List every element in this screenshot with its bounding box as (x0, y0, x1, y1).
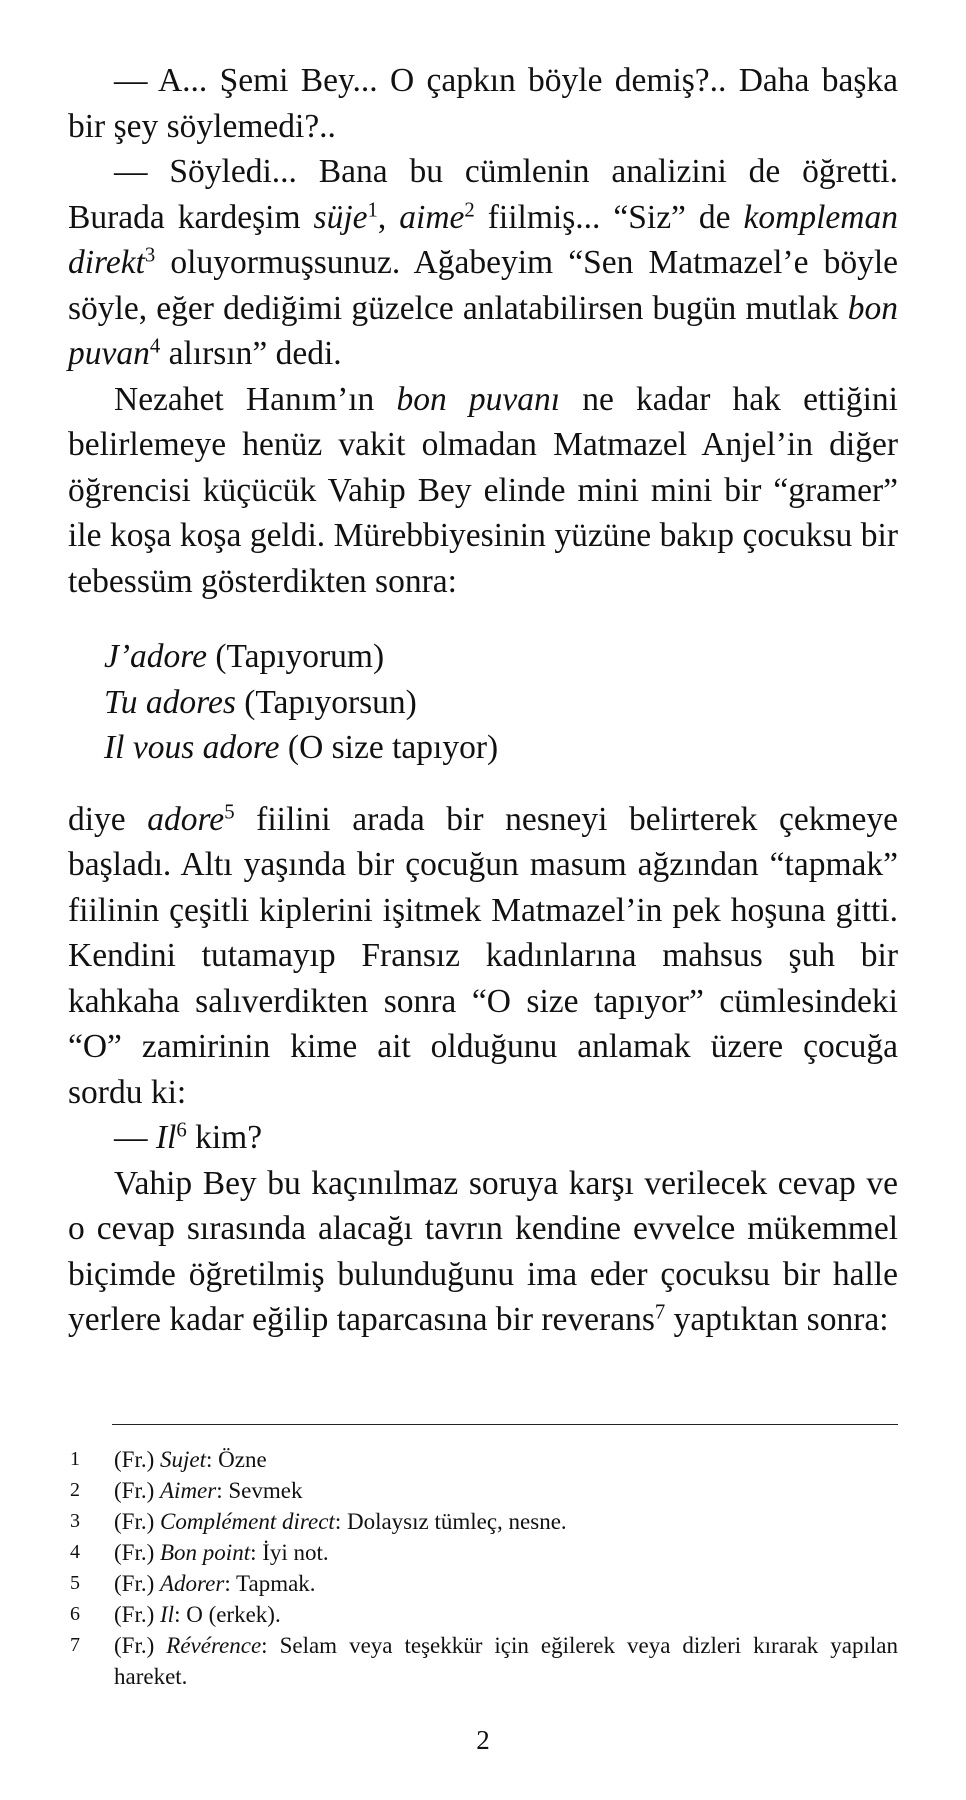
footnote (68, 1444, 898, 1475)
term-bon-puvan: bon puvan (68, 289, 898, 372)
footnote (68, 1506, 898, 1537)
footnote-number: 7 (70, 1634, 80, 1656)
footnotes (68, 1444, 898, 1692)
footnote-ref-5: 5 (224, 800, 235, 824)
footnote (68, 1630, 898, 1692)
footnote-ref-6: 6 (176, 1118, 187, 1142)
footnote (68, 1599, 898, 1630)
conjugation-line: J’adore (Tapıyorum) (104, 638, 385, 675)
footnote-text: (Fr.) Sujet: Özne (114, 1447, 267, 1472)
paragraph-6: Vahip Bey bu kaçınılmaz soruya karşı verilecek cevap ve o cevap sırasında alacağı tavrın kendine evvelce mükemmel biçimde öğretilmiş bulunduğunu ima eder çocuksu bir halle yerlere kadar eğilip taparcasına bir reverans$^7$ yaptıktan sonra: (68, 1164, 898, 1338)
paragraph-1: — A... Şemi Bey... O çapkın böyle demiş?.. Daha başka bir şey söylemedi?.. (68, 62, 898, 145)
term-aime: aime (399, 198, 465, 236)
footnote-number: 2 (70, 1479, 80, 1501)
footnote-text: (Fr.) Adorer: Tapmak. (114, 1571, 316, 1596)
footnote-ref-2: 2 (464, 198, 475, 222)
paragraph-2: — Söyledi... Bana bu cümlenin analizini de öğretti. Burada kardeşim süje$^1$, aime$^2$ fiilmiş... “Siz” de kompleman direkt$^3$ oluyormuşsunuz. Ağabeyim “Sen Matmazel’e böyle söyle, eğer dediğimi güzelce anlatabilirsen bugün mutlak bon puvan$^4$ alırsın” dedi. (68, 153, 898, 372)
footnote (68, 1475, 898, 1506)
footnote-ref-3: 3 (144, 243, 156, 267)
footnote (68, 1537, 898, 1568)
footnote-ref-7: 7 (654, 1300, 666, 1324)
paragraph-3: Nezahet Hanım’ın bon puvanı ne kadar hak ettiğini belirlemeye henüz vakit olmadan Matmazel Anjel’in diğer öğrencisi küçücük Vahip Bey elinde mini mini bir “gramer” ile koşa koşa geldi. Mürebbiyesinin yüzüne bakıp çocuksu bir tebessüm gösterdikten sonra: (68, 380, 898, 600)
term-suje: süje (313, 198, 368, 236)
term-adore: adore (147, 800, 225, 838)
footnote-text: (Fr.) Révérence: Selam veya teşekkür için eğilerek veya dizleri kırarak yapılan hareket. (114, 1633, 898, 1689)
footnote-ref-4: 4 (149, 334, 161, 358)
paragraph-4: diye adore$^5$ fiilini arada bir nesneyi belirterek çekmeye başladı. Altı yaşında bir çocuğun masum ağzından “tapmak” fiilinin çeşitli kiplerini işitmek Matmazel’in pek hoşuna gitti. Kendini tutamayıp Fransız kadınlarına mahsus şuh bir kahkaha salıverdikten sonra “O size tapıyor” cümlesindeki “O” zamirinin kime ait olduğunu anlamak üzere çocuğa sordu ki: (68, 800, 898, 1111)
footnote-text: (Fr.) Aimer: Sevmek (114, 1478, 303, 1503)
footnote-number: 3 (70, 1510, 80, 1532)
term-bon-puvani: bon puvanı (396, 380, 561, 418)
footnote-number: 4 (70, 1541, 80, 1563)
main-text (68, 58, 898, 1343)
footnote-number: 1 (70, 1448, 80, 1470)
paragraph-5: — Il$^6$ kim? (114, 1118, 263, 1156)
term-il: Il (155, 1119, 177, 1156)
footnote-number: 6 (70, 1603, 80, 1625)
footnote-text: (Fr.) Bon point: İyi not. (114, 1540, 329, 1565)
footnote-ref-1: 1 (367, 198, 378, 222)
conjugation-block (68, 634, 898, 771)
conjugation-line: Tu adores (Tapıyorsun) (104, 683, 417, 721)
conjugation-line: Il vous adore (O size tapıyor) (104, 729, 499, 766)
footnote-divider (112, 1424, 898, 1425)
page-number: 2 (476, 1725, 490, 1755)
term-kompleman-direkt: kompleman direkt (68, 198, 898, 281)
footnote-text: (Fr.) Complément direct: Dolaysız tümleç, nesne. (114, 1509, 567, 1534)
footnote-number: 5 (70, 1572, 80, 1594)
footnote (68, 1568, 898, 1599)
footnote-text: (Fr.) Il: O (erkek). (114, 1602, 281, 1627)
